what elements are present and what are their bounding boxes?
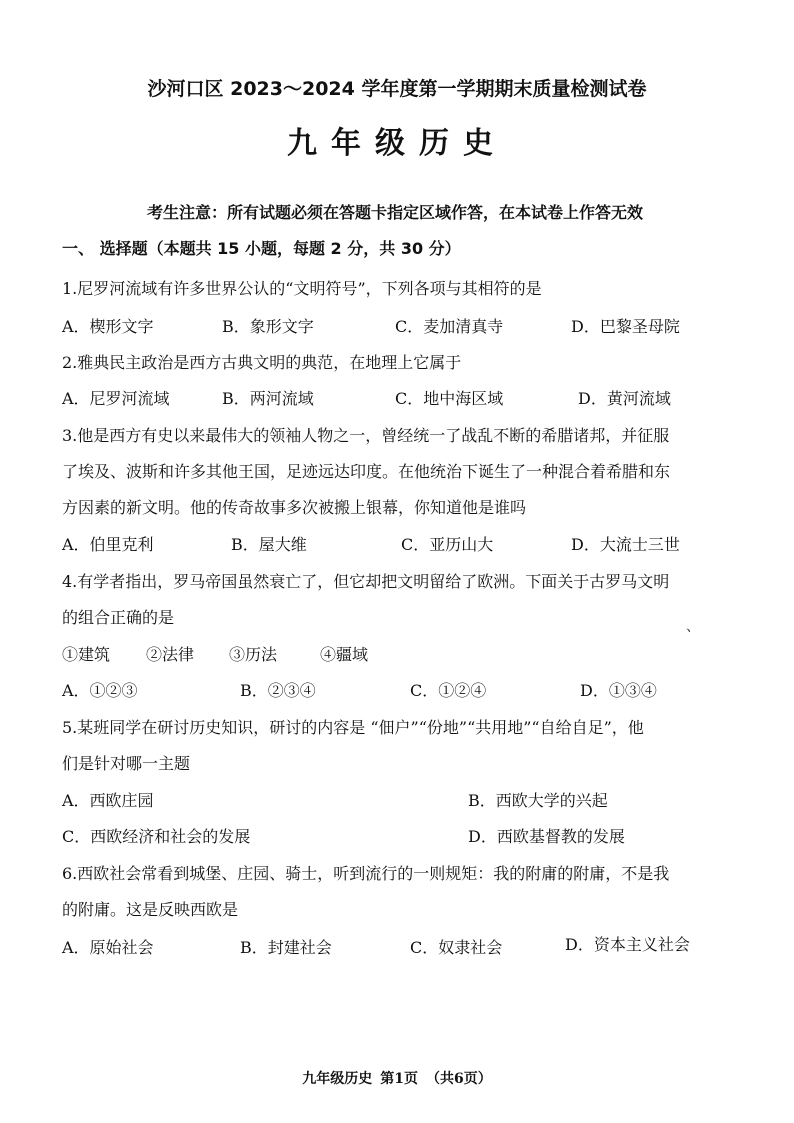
section-heading: 一、 选择题（本题共 15 小题，每题 2 分，共 30 分） (62, 239, 461, 258)
candidate-notice: 考生注意：所有试题必须在答题卡指定区域作答，在本试卷上作答无效 (147, 203, 644, 222)
q4-option-c: C．①②④ (410, 681, 487, 700)
exam-subtitle: 九年级历史 (287, 126, 507, 161)
q2-option-b: B．两河流域 (222, 389, 314, 408)
question-3-stem-line-2: 了埃及、波斯和许多其他王国，足迹远达印度。在他统治下诞生了一种混合着希腊和东 (62, 462, 671, 481)
q5-option-b: B．西欧大学的兴起 (468, 791, 608, 810)
q3-option-c: C．亚历山大 (401, 535, 494, 554)
q4-option-d: D．①③④ (580, 681, 657, 700)
q1-option-b: B．象形文字 (222, 317, 314, 336)
q2-option-d: D．黄河流域 (578, 389, 671, 408)
q6-option-a: A．原始社会 (62, 938, 154, 957)
q6-option-d: D．资本主义社会 (565, 935, 690, 954)
q6-option-b: B．封建社会 (240, 938, 332, 957)
question-2-stem: 2.雅典民主政治是西方古典文明的典范，在地理上它属于 (62, 353, 462, 372)
footer-page-number: 第1页 (380, 1071, 418, 1087)
exam-title: 沙河口区 2023～2024 学年度第一学期期末质量检测试卷 (147, 78, 647, 100)
page-footer (0, 1068, 794, 1088)
q5-option-c: C．西欧经济和社会的发展 (62, 827, 251, 846)
q1-option-d: D．巴黎圣母院 (571, 317, 680, 336)
question-4-stem-line-1: 4.有学者指出，罗马帝国虽然衰亡了，但它却把文明留给了欧洲。下面关于古罗马文明 (62, 572, 670, 591)
question-3-stem-line-1: 3.他是西方有史以来最伟大的领袖人物之一，曾经统一了战乱不断的希腊诸邦，并征服 (62, 426, 670, 445)
q4-item-1: ①建筑 (62, 645, 111, 664)
q4-item-4: ④疆域 (320, 645, 369, 664)
q4-item-3: ③历法 (229, 645, 278, 664)
footer-total-pages: （共6页） (426, 1071, 492, 1087)
question-1-stem: 1.尼罗河流域有许多世界公认的“文明符号”，下列各项与其相符的是 (62, 279, 542, 298)
q5-option-a: A．西欧庄园 (62, 791, 154, 810)
q4-option-b: B．②③④ (240, 681, 316, 700)
q3-option-d: D．大流士三世 (571, 535, 680, 554)
q2-option-a: A．尼罗河流域 (62, 389, 170, 408)
stray-mark: 、 (686, 619, 700, 635)
q1-option-a: A．楔形文字 (62, 317, 154, 336)
q2-option-c: C．地中海区域 (395, 389, 504, 408)
q3-option-b: B．屋大维 (231, 535, 307, 554)
question-5-stem-line-2: 们是针对哪一主题 (62, 754, 191, 773)
question-3-stem-line-3: 方因素的新文明。他的传奇故事多次被搬上银幕，你知道他是谁吗 (62, 498, 527, 517)
q3-option-a: A．伯里克利 (62, 535, 154, 554)
question-6-stem-line-1: 6.西欧社会常看到城堡、庄园、骑士，听到流行的一则规矩：我的附庸的附庸，不是我 (62, 864, 670, 883)
question-6-stem-line-2: 的附庸。这是反映西欧是 (62, 900, 239, 919)
q6-option-c: C．奴隶社会 (410, 938, 503, 957)
q1-option-c: C．麦加清真寺 (395, 317, 504, 336)
question-5-stem-line-1: 5.某班同学在研讨历史知识，研讨的内容是 “佃户”“份地”“共用地”“自给自足”，他 (62, 718, 644, 737)
q5-option-d: D．西欧基督教的发展 (468, 827, 625, 846)
q4-option-a: A．①②③ (62, 681, 138, 700)
question-4-stem-line-2: 的组合正确的是 (62, 608, 175, 627)
footer-subject: 九年级历史 (302, 1071, 373, 1087)
q4-item-2: ②法律 (146, 645, 195, 664)
